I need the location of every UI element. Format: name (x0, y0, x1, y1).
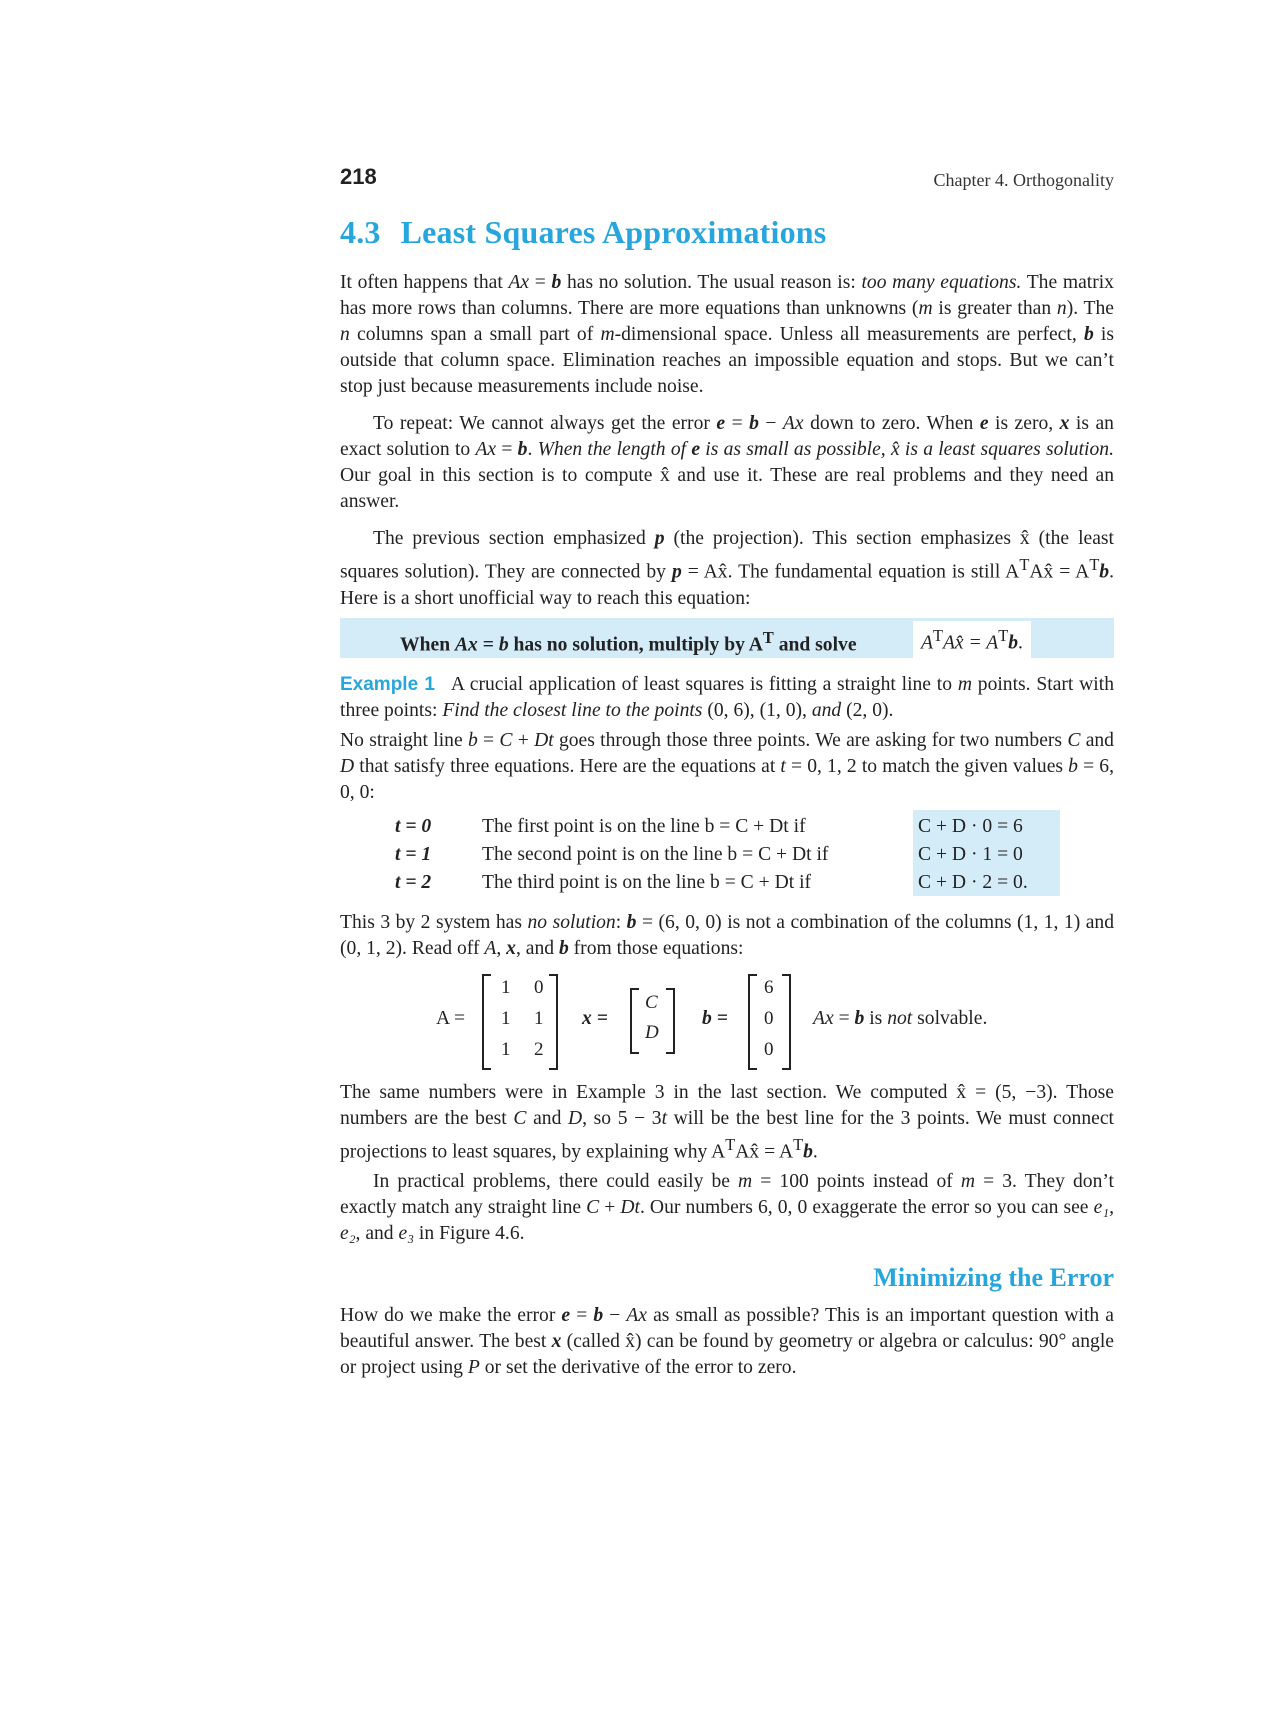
paragraph-8: How do we make the error e = b − Ax as small as possible? This is an important question with a beautiful answer. The best x (called x̂) can be found by geometry or algebra or calculus: 90° angle or project using P or set the derivative of the error to zero. (340, 1305, 1114, 1379)
matrix-A-label: A = (436, 1007, 466, 1029)
matrix-note: Ax = b is not solvable. (813, 1007, 988, 1029)
paragraph-3: The previous section emphasized p (the projection). This section emphasizes x̂ (the least squares solution). They are connected by p = Ax̂. The fundamental equation is still $A^TAx̂ = A^Tb$. Here is a short unofficial way to reach this equation: (340, 528, 1114, 609)
section-title (340, 214, 826, 251)
matrix-cell: 0 (764, 1007, 774, 1029)
paragraph-1: It often happens that Ax = b has no solution. The usual reason is: too many equations. The matrix has more rows than columns. There are more equations than unknowns (m is greater than n). The n columns span a small part of m-dimensional space. Unless all measurements are perfect, b is outside that column space. Elimination reaches an impossible equation and stops. But we can’t stop just because measurements include noise. (340, 272, 1115, 397)
section-number: 4.3 (340, 214, 381, 250)
matrix-cell: C (645, 991, 658, 1013)
matrix-cell: 1 (501, 976, 511, 998)
highlight-equation: $A^TAx̂ = A^Tb$. (913, 621, 1031, 660)
body-text (340, 270, 1114, 1392)
page-number: 218 (340, 164, 377, 189)
running-head: Chapter 4. Orthogonality (933, 170, 1114, 190)
example-label: Example 1 (340, 673, 435, 695)
system-row: t = 2 The third point is on the line b = C + Dt if C + D · 2 = 0. (395, 871, 1028, 893)
paragraph-7: In practical problems, there could easily be m = 100 points instead of m = 3. They don’t exactly match any straight line C + Dt. Our numbers 6, 0, 0 exaggerate the error so you can see e₁, e₂, and e₃ in Figure 4.6. (340, 1171, 1114, 1245)
section-title-text: Least Squares Approximations (400, 214, 827, 250)
equation-system (340, 814, 1114, 900)
system-row: t = 1 The second point is on the line b = C + Dt if C + D · 1 = 0 (395, 843, 1023, 865)
paragraph-2: To repeat: We cannot always get the error e = b − Ax down to zero. When e is zero, x is an exact solution to Ax = b. When the length of e is as small as possible, x̂ is a least squares solution. Our goal in this section is to compute x̂ and use it. These are real problems and they need an answer. (340, 413, 1114, 512)
matrices (340, 968, 1114, 1072)
bracket (482, 974, 491, 1070)
bracket (666, 988, 675, 1054)
highlight-text: When Ax = b has no solution, multiply by $A^T$ and solve (400, 627, 857, 656)
bracket (782, 974, 791, 1070)
example-1: Example 1 A crucial application of least squares is fitting a straight line to m points. Start with three points: Find the closest line to the points (0, 6), (1, 0), and (2, 0). (340, 673, 1114, 721)
matrix-cell: 0 (764, 1038, 774, 1060)
paragraph-4: No straight line b = C + Dt goes through those three points. We are asking for two numbers C and D that satisfy three equations. Here are the equations at t = 0, 1, 2 to match the given values b = 6, 0, 0: (340, 729, 1114, 803)
bracket (549, 974, 558, 1070)
matrix-cell: 2 (534, 1038, 544, 1060)
vector-b-label: b = (702, 1007, 728, 1029)
highlight-box (340, 618, 1114, 658)
matrix-cell: D (645, 1021, 659, 1043)
bracket (630, 988, 639, 1054)
matrix-cell: 1 (534, 1007, 544, 1029)
subheading: Minimizing the Error (873, 1263, 1114, 1293)
bracket (748, 974, 757, 1070)
matrix-cell: 1 (501, 1007, 511, 1029)
system-row: t = 0 The first point is on the line b = C + Dt if C + D · 0 = 6 (395, 815, 1023, 837)
matrix-cell: 0 (534, 976, 544, 998)
matrix-cell: 6 (764, 976, 774, 998)
paragraph-5: This 3 by 2 system has no solution: b = (6, 0, 0) is not a combination of the columns (1, 1, 1) and (0, 1, 2). Read off A, x, and b from those equations: (340, 911, 1115, 959)
paragraph-6: The same numbers were in Example 3 in the last section. We computed x̂ = (5, −3). Those numbers are the best C and D, so 5 − 3t will be the best line for the 3 points. We must connect projections to least squares, by explaining why $A^TAx̂ = A^Tb$. (340, 1081, 1114, 1163)
vector-x-label: x = (582, 1007, 608, 1029)
matrix-cell: 1 (501, 1038, 511, 1060)
